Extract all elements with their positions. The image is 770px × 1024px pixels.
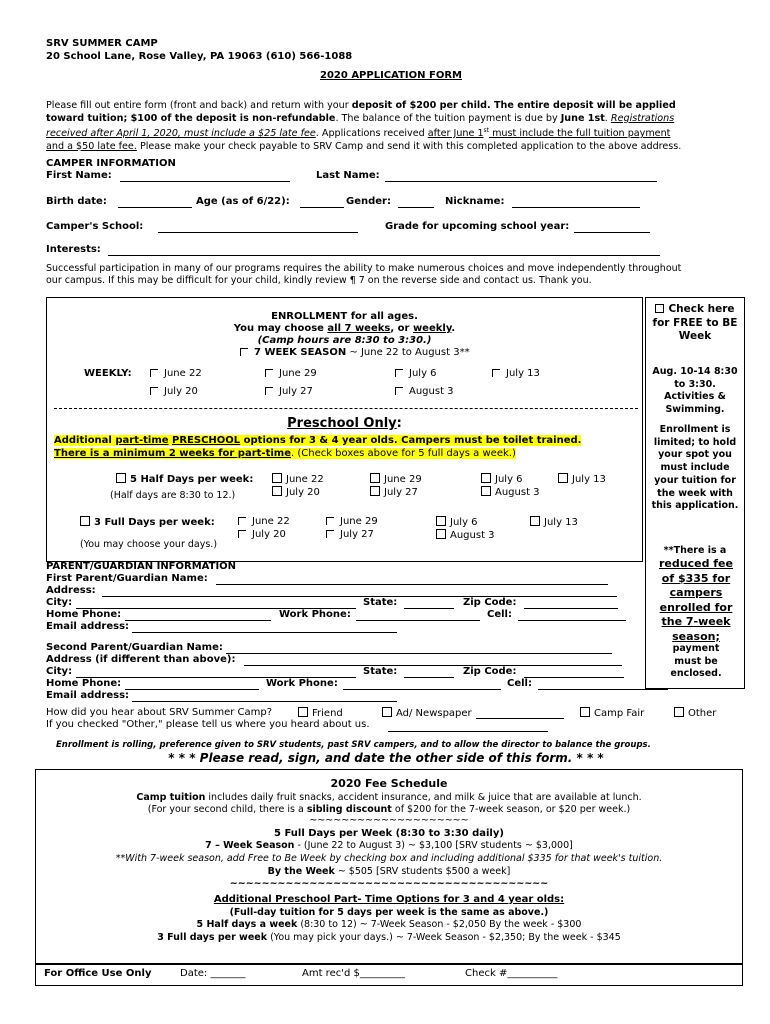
parent2-home-phone-label: Home Phone: bbox=[46, 678, 122, 689]
interests-label: Interests: bbox=[46, 244, 101, 255]
week-option[interactable]: July 13 bbox=[492, 368, 540, 379]
fee-full-days: 5 Full Days per Week (8:30 to 3:30 daily) bbox=[274, 828, 504, 839]
interests-field[interactable] bbox=[108, 244, 660, 256]
full-days-option[interactable]: 3 Full Days per week: bbox=[80, 516, 215, 528]
free-to-be-dates: Aug. 10-14 8:30 to 3:30. Activities & Swimming. bbox=[652, 366, 738, 415]
week-option[interactable]: June 22 bbox=[150, 368, 202, 379]
half-week-option[interactable]: June 29 bbox=[370, 473, 422, 485]
participation-note-2: our campus. If this may be difficult for your child, kindly review ¶ 7 on the reverse side and contact us. Thank you. bbox=[46, 275, 592, 286]
half-week-option[interactable]: July 6 bbox=[481, 473, 523, 485]
form-title: 2020 APPLICATION FORM bbox=[320, 70, 462, 81]
enrollment-choose: You may choose all 7 weeks, or weekly. bbox=[233, 323, 456, 334]
parent1-email-label: Email address: bbox=[46, 621, 130, 632]
week-option[interactable]: July 27 bbox=[265, 386, 313, 397]
heard-ad-field[interactable] bbox=[476, 707, 564, 719]
full-days-note: (You may choose your days.) bbox=[80, 539, 218, 550]
parent1-zip-field[interactable] bbox=[524, 597, 618, 609]
heard-question: How did you hear about SRV Summer Camp? bbox=[46, 707, 273, 718]
payment-note: payment must be enclosed. bbox=[670, 643, 722, 679]
parent1-home-phone-label: Home Phone: bbox=[46, 609, 122, 620]
full-week-option[interactable]: July 6 bbox=[436, 516, 478, 528]
parent1-cell-label: Cell: bbox=[487, 609, 512, 620]
parent2-cell-field[interactable] bbox=[538, 678, 668, 690]
camp-hours: (Camp hours are 8:30 to 3:30.) bbox=[257, 335, 432, 346]
office-date: Date: _______ bbox=[180, 968, 246, 979]
parent1-state-label: State: bbox=[363, 597, 398, 608]
full-week-option[interactable]: June 22 bbox=[238, 516, 290, 527]
grade-field[interactable] bbox=[574, 221, 650, 233]
fee-by-week: By the Week ~ $505 [SRV students $500 a week] bbox=[267, 866, 511, 877]
parent1-home-phone-field[interactable] bbox=[125, 609, 271, 621]
parent2-state-label: State: bbox=[363, 666, 398, 677]
parent2-work-phone-field[interactable] bbox=[343, 678, 501, 690]
heard-friend-option[interactable]: Friend bbox=[298, 707, 343, 719]
week-option[interactable]: July 20 bbox=[150, 386, 198, 397]
grade-label: Grade for upcoming school year: bbox=[385, 221, 570, 232]
parent1-address-label: Address: bbox=[46, 585, 96, 596]
school-label: Camper's School: bbox=[46, 221, 144, 232]
fee-addl: Additional Preschool Part- Time Options for 3 and 4 year olds: bbox=[213, 894, 565, 905]
parent2-email-label: Email address: bbox=[46, 690, 130, 701]
parent1-city-label: City: bbox=[46, 597, 73, 608]
preschool-line-1: Additional part-time PRESCHOOL options for 3 & 4 year olds. Campers must be toilet trained. bbox=[54, 435, 582, 446]
full-week-option[interactable]: August 3 bbox=[436, 529, 495, 541]
enrollment-limited-note: Enrollment is limited; to hold your spot you must include your tuition for the week with this application. bbox=[651, 424, 739, 512]
nickname-field[interactable] bbox=[512, 196, 640, 208]
parent2-home-phone-field[interactable] bbox=[125, 678, 259, 690]
last-name-label: Last Name: bbox=[316, 170, 380, 181]
half-days-note: (Half days are 8:30 to 12.) bbox=[110, 490, 236, 501]
fee-half-days: 5 Half days a week (8:30 to 12) ~ 7-Week Season - $2,050 By the week - $300 bbox=[196, 919, 582, 930]
fee-fullday-note: (Full-day tuition for 5 days per week is the same as above.) bbox=[229, 907, 549, 918]
half-week-option[interactable]: July 27 bbox=[370, 486, 418, 498]
parent1-work-phone-label: Work Phone: bbox=[279, 609, 351, 620]
first-name-label: First Name: bbox=[46, 170, 112, 181]
full-week-option[interactable]: July 13 bbox=[530, 516, 578, 528]
heard-ad-option[interactable]: Ad/ Newspaper bbox=[382, 707, 472, 719]
parent1-name-field[interactable] bbox=[216, 573, 608, 585]
intro-paragraph: Please fill out entire form (front and back) and return with your deposit of $200 per child. The entire deposit will be applied toward tuition; $100 of the deposit is non-refundable. The balance of the tuition payment is due by June 1st. Registrations received after April 1, 2020, must include a $25 late fee. Applications received after June 1st must include the full tuition payment and a $50 late fee. Please make your check payable to SRV Camp and send it with this completed application to the above address. bbox=[46, 100, 682, 152]
camp-name: SRV SUMMER CAMP bbox=[46, 38, 158, 49]
preschool-title: Preschool Only: bbox=[287, 416, 402, 431]
half-week-option[interactable]: July 20 bbox=[272, 486, 320, 498]
parent2-email-field[interactable] bbox=[132, 690, 397, 702]
office-check: Check #__________ bbox=[465, 968, 558, 979]
parent2-zip-field[interactable] bbox=[524, 666, 624, 678]
heard-other-field[interactable] bbox=[388, 720, 548, 732]
heard-fair-option[interactable]: Camp Fair bbox=[580, 707, 644, 719]
half-days-option[interactable]: 5 Half Days per week: bbox=[116, 473, 253, 485]
preschool-line-2: There is a minimum 2 weeks for part-time. (Check boxes above for 5 full days a week.) bbox=[54, 448, 516, 459]
parent2-work-phone-label: Work Phone: bbox=[266, 678, 338, 689]
gender-field[interactable] bbox=[398, 196, 434, 208]
free-to-be-check[interactable]: Check here for FREE to BE Week bbox=[652, 303, 738, 342]
half-week-option[interactable]: June 22 bbox=[272, 473, 324, 485]
age-field[interactable] bbox=[300, 196, 344, 208]
nickname-label: Nickname: bbox=[445, 196, 505, 207]
parent1-name-label: First Parent/Guardian Name: bbox=[46, 573, 208, 584]
parent2-state-field[interactable] bbox=[404, 666, 454, 678]
sign-note: * * * Please read, sign, and date the other side of this form. * * * bbox=[168, 751, 604, 765]
age-label: Age (as of 6/22): bbox=[196, 196, 290, 207]
camp-address: 20 School Lane, Rose Valley, PA 19063 (610) 566-1088 bbox=[46, 51, 353, 62]
office-use-label: For Office Use Only bbox=[44, 968, 152, 979]
parent2-cell-label: Cell: bbox=[507, 678, 532, 689]
parent1-cell-field[interactable] bbox=[518, 609, 626, 621]
first-name-field[interactable] bbox=[120, 170, 290, 182]
gender-label: Gender: bbox=[346, 196, 391, 207]
parent2-name-field[interactable] bbox=[226, 642, 612, 654]
parent1-state-field[interactable] bbox=[404, 597, 454, 609]
school-field[interactable] bbox=[158, 221, 358, 233]
week-option[interactable]: June 29 bbox=[265, 368, 317, 379]
fee-sibling: (For your second child, there is a sibling discount of $200 for the 7-week season, or $20 per week.) bbox=[147, 804, 631, 815]
parent2-city-label: City: bbox=[46, 666, 73, 677]
birth-date-label: Birth date: bbox=[46, 196, 107, 207]
fee-divider-1: ~~~~~~~~~~~~~~~~~~~~ bbox=[309, 815, 469, 826]
parent1-email-field[interactable] bbox=[132, 621, 397, 633]
heard-other-option[interactable]: Other bbox=[674, 707, 716, 719]
there-is-note: **There is a bbox=[663, 545, 727, 556]
parent2-city-field[interactable] bbox=[76, 666, 356, 678]
parent1-zip-label: Zip Code: bbox=[463, 597, 517, 608]
week-option[interactable]: July 6 bbox=[395, 368, 437, 379]
weekly-label: WEEKLY: bbox=[84, 368, 132, 379]
full-week-option[interactable]: July 27 bbox=[326, 529, 374, 540]
participation-note-1: Successful participation in many of our programs requires the ability to make numerous choices and move independently throughout bbox=[46, 263, 682, 274]
heard-other-note: If you checked "Other," please tell us where you heard about us. bbox=[46, 719, 370, 730]
reduced-fee-note: reduced fee of $335 for campers enrolled for the 7-week season; bbox=[659, 557, 733, 643]
half-week-option[interactable]: August 3 bbox=[481, 486, 540, 498]
birth-date-field[interactable] bbox=[118, 196, 192, 208]
parent2-name-label: Second Parent/Guardian Name: bbox=[46, 642, 223, 653]
parent1-address-field[interactable] bbox=[102, 585, 617, 597]
parent2-address-field[interactable] bbox=[244, 654, 622, 666]
fee-with7: **With 7-week season, add Free to Be Week by checking box and including additional $335 for that week's tuition. bbox=[115, 853, 663, 864]
half-week-option[interactable]: July 13 bbox=[558, 473, 606, 485]
parent1-work-phone-field[interactable] bbox=[356, 609, 480, 621]
parent2-zip-label: Zip Code: bbox=[463, 666, 517, 677]
fee-divider-2: ~~~~~~~~~~~~~~~~~~~~~~~~~~~~~~~~~~~~~~~~ bbox=[229, 878, 549, 889]
enrollment-title: ENROLLMENT for all ages. bbox=[271, 311, 418, 322]
divider bbox=[54, 408, 638, 409]
fee-three-days: 3 Full days per week (You may pick your days.) ~ 7-Week Season - $2,350; By the week - $345 bbox=[157, 932, 621, 943]
fee-season: 7 – Week Season - (June 22 to August 3) ~ $3,100 [SRV students ~ $3,000] bbox=[205, 840, 573, 851]
camper-heading: CAMPER INFORMATION bbox=[46, 158, 176, 169]
season-option[interactable]: 7 WEEK SEASON ~ June 22 to August 3** bbox=[240, 347, 470, 358]
season-checkbox[interactable] bbox=[240, 348, 248, 356]
parent1-city-field[interactable] bbox=[76, 597, 356, 609]
week-option[interactable]: August 3 bbox=[395, 386, 454, 397]
parent-heading: PARENT/GUARDIAN INFORMATION bbox=[46, 561, 237, 572]
full-week-option[interactable]: July 20 bbox=[238, 529, 286, 540]
full-week-option[interactable]: June 29 bbox=[326, 516, 378, 527]
office-amount: Amt rec'd $_________ bbox=[302, 968, 405, 979]
parent2-address-label: Address (if different than above): bbox=[46, 654, 236, 665]
fee-title: 2020 Fee Schedule bbox=[330, 777, 448, 790]
fee-tuition: Camp tuition includes daily fruit snacks, accident insurance, and milk & juice that are available at lunch. bbox=[136, 792, 642, 803]
rolling-note: Enrollment is rolling, preference given to SRV students, past SRV campers, and to allow the director to balance the groups. bbox=[56, 740, 651, 750]
last-name-field[interactable] bbox=[385, 170, 657, 182]
